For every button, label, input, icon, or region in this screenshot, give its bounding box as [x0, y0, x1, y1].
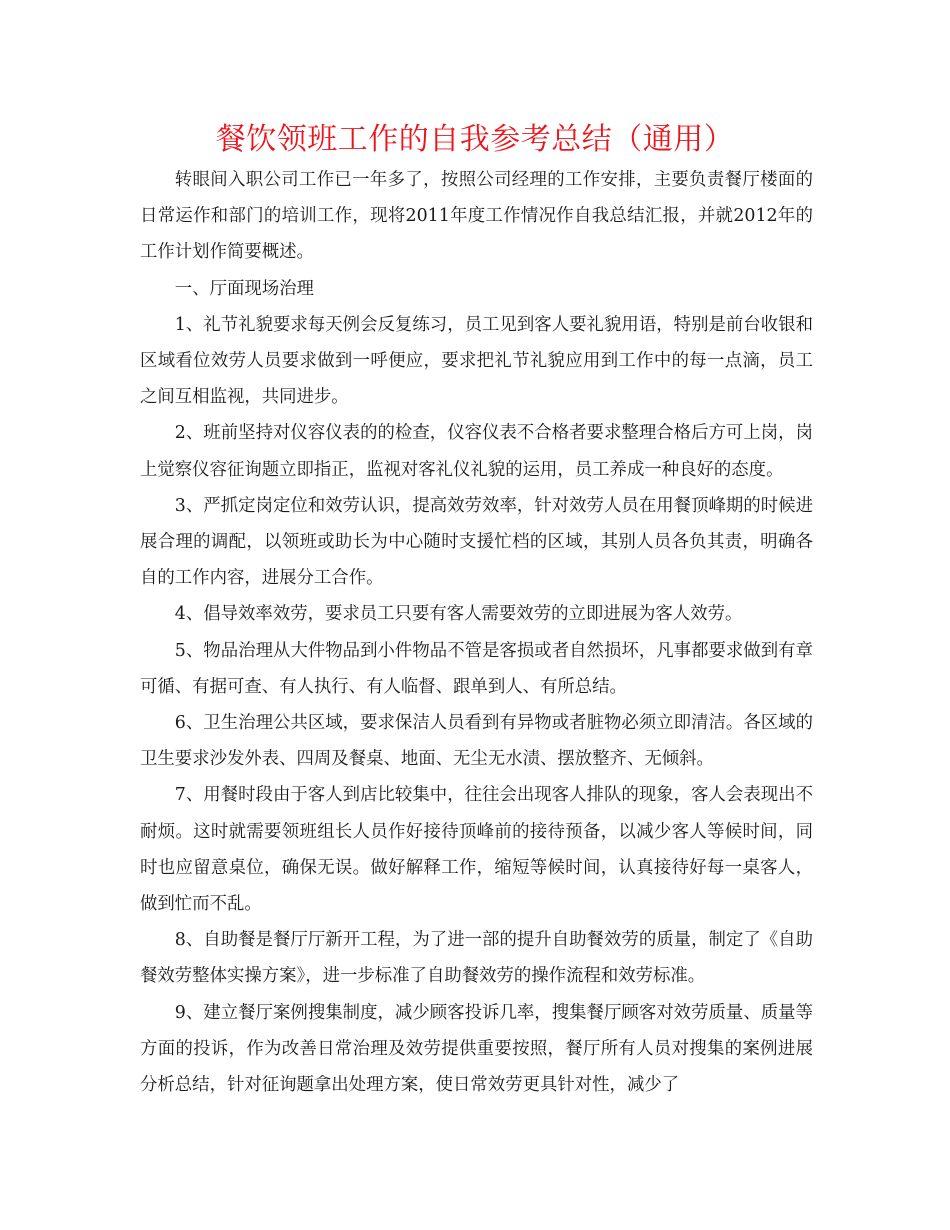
document-title: 餐饮领班工作的自我参考总结（通用）	[215, 122, 735, 157]
paragraph-item-5: 5、物品治理从大件物品到小件物品不管是客损或者自然损坏，凡事都要求做到有章可循、有据可查、有人执行、有人临督、跟单到人、有所总结。	[140, 640, 813, 697]
paragraph-item-1: 1、礼节礼貌要求每天例会反复练习，员工见到客人要礼貌用语，特别是前台收银和区域看位效劳人员要求做到一呼便应，要求把礼节礼貌应用到工作中的每一点滴，员工之间互相监视，共同进步。	[140, 314, 813, 408]
section-heading: 一、厅面现场治理	[174, 278, 314, 299]
paragraph-item-3: 3、严抓定岗定位和效劳认识，提高效劳效率，针对效劳人员在用餐顶峰期的时候进展合理的调配，以领班或助长为中心随时支援忙档的区域，其别人员各负其责，明确各自的工作内容，进展分工合作。	[140, 495, 813, 589]
paragraph-item-7: 7、用餐时段由于客人到店比较集中，往往会出现客人排队的现象，客人会表现出不耐烦。这时就需要领班组长人员作好接待顶峰前的接待预备，以减少客人等候时间，同时也应留意桌位，确保无误。做好解释工作，缩短等候时间，认真接待好每一桌客人，做到忙而不乱。	[140, 785, 813, 915]
paragraph-item-2: 2、班前坚持对仪容仪表的的检查，仪容仪表不合格者要求整理合格后方可上岗，岗上觉察仪容征询题立即指正，监视对客礼仪礼貌的运用，员工养成一种良好的态度。	[140, 423, 813, 480]
document-body	[140, 162, 813, 1103]
paragraph-item-8: 8、自助餐是餐厅厅新开工程，为了进一部的提升自助餐效劳的质量，制定了《自助餐效劳整体实操方案》，进一步标准了自助餐效劳的操作流程和效劳标准。	[140, 930, 813, 987]
paragraph-intro: 转眼间入职公司工作已一年多了，按照公司经理的工作安排，主要负责餐厅楼面的日常运作和部门的培训工作，现将2011年度工作情况作自我总结汇报，并就2012年的工作计划作简要概述。	[140, 170, 813, 263]
paragraph-item-6: 6、卫生治理公共区域，要求保洁人员看到有异物或者脏物必须立即清洁。各区域的卫生要求沙发外表、四周及餐桌、地面、无尘无水渍、摆放整齐、无倾斜。	[140, 713, 813, 770]
paragraph-item-9: 9、建立餐厅案例搜集制度，减少顾客投诉几率，搜集餐厅顾客对效劳质量、质量等方面的投诉，作为改善日常治理及效劳提供重要按照，餐厅所有人员对搜集的案例进展分析总结，针对征询题拿出处理方案，使日常效劳更具针对性，减少了	[140, 1002, 813, 1096]
paragraph-item-4: 4、倡导效率效劳，要求员工只要有客人需要效劳的立即进展为客人效劳。	[174, 604, 743, 625]
